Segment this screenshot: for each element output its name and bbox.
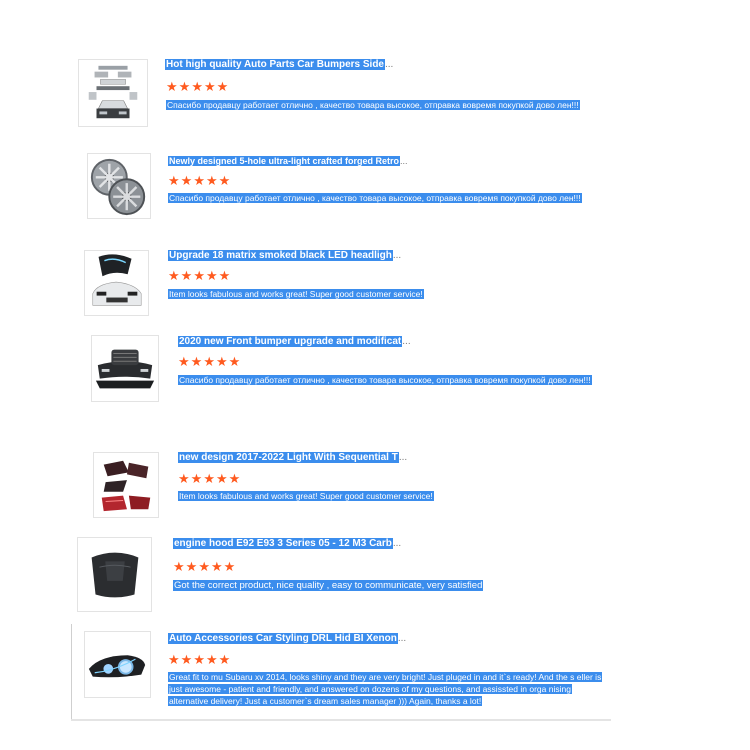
product-title[interactable] <box>178 336 410 348</box>
star-icon: ★ <box>180 652 193 667</box>
star-icon: ★ <box>203 79 216 94</box>
star-icon: ★ <box>218 652 231 667</box>
title-ellipsis: ... <box>392 538 402 549</box>
star-icon: ★ <box>203 471 215 486</box>
star-icon: ★ <box>210 559 223 574</box>
review-text <box>173 580 593 592</box>
star-icon: ★ <box>218 173 231 188</box>
product-title[interactable] <box>165 59 395 71</box>
product-title-text[interactable]: new design 2017-2022 Light With Sequential T <box>179 452 398 463</box>
product-title[interactable] <box>168 250 402 262</box>
star-icon: ★ <box>173 559 185 574</box>
star-icon: ★ <box>178 471 190 486</box>
star-icon: ★ <box>185 559 198 574</box>
product-title-text[interactable]: Upgrade 18 matrix smoked black LED headligh <box>169 250 392 261</box>
review-text-content: Item looks fabulous and works great! Super good customer service! <box>179 491 433 501</box>
star-icon: ★ <box>166 79 178 94</box>
star-icon: ★ <box>205 268 218 283</box>
star-icon: ★ <box>193 173 205 188</box>
star-icon: ★ <box>218 268 231 283</box>
product-title[interactable] <box>178 452 408 464</box>
product-title-text[interactable]: engine hood E92 E93 3 Series 05 - 12 M3 Carb <box>174 538 392 549</box>
star-icon: ★ <box>168 268 180 283</box>
star-icon: ★ <box>178 79 191 94</box>
review-text-content: Great fit to mu Subaru xv 2014, looks shiny and they are very bright! Just pluged in and it`s ready! And the s eller is just awesome - patient and friendly, and answered on dozens of my questions, and assissted in orga nising alternative delivery! Just a customer`s dream sales manager ))) Again, thanks a lot! <box>169 672 602 706</box>
title-ellipsis: ... <box>397 633 407 644</box>
star-icon: ★ <box>180 268 193 283</box>
star-icon: ★ <box>191 79 203 94</box>
star-icon: ★ <box>228 471 241 486</box>
review-text-content: Спасибо продавцу работает отлично , качество товара высокое, отправка вовремя покупкой дово лен!!! <box>179 375 591 385</box>
tail-lights-image[interactable] <box>93 452 159 518</box>
star-icon: ★ <box>223 559 236 574</box>
product-title-text[interactable]: 2020 new Front bumper upgrade and modificat <box>179 336 402 347</box>
star-icon: ★ <box>205 173 218 188</box>
rating-stars <box>178 472 240 485</box>
star-icon: ★ <box>168 173 180 188</box>
product-title-text[interactable]: Newly designed 5-hole ultra-light crafted forged Retro <box>169 156 400 166</box>
title-ellipsis: ... <box>400 156 408 166</box>
star-icon: ★ <box>178 354 190 369</box>
star-icon: ★ <box>198 559 210 574</box>
product-title[interactable] <box>173 538 425 550</box>
led-headlight-image[interactable] <box>84 250 149 316</box>
title-ellipsis: ... <box>398 452 408 463</box>
review-text-content: Got the correct product, nice quality , easy to communicate, very satisfied <box>174 580 483 591</box>
review-text <box>168 671 604 707</box>
star-icon: ★ <box>190 354 203 369</box>
front-bumper-image[interactable] <box>91 335 159 402</box>
rating-stars <box>168 269 230 282</box>
star-icon: ★ <box>180 173 193 188</box>
review-text <box>178 374 628 386</box>
xenon-headlight-image[interactable] <box>84 631 151 698</box>
review-text <box>166 99 618 111</box>
star-icon: ★ <box>205 652 218 667</box>
forged-wheels-image[interactable] <box>87 153 151 219</box>
engine-hood-image[interactable] <box>77 537 152 612</box>
star-icon: ★ <box>215 354 228 369</box>
title-ellipsis: ... <box>392 250 402 261</box>
rating-stars <box>173 560 235 573</box>
review-text-content: Item looks fabulous and works great! Super good customer service! <box>169 289 423 299</box>
star-icon: ★ <box>228 354 241 369</box>
star-icon: ★ <box>168 652 180 667</box>
title-ellipsis: ... <box>385 59 394 70</box>
star-icon: ★ <box>193 652 205 667</box>
rating-stars <box>166 80 228 93</box>
star-icon: ★ <box>193 268 205 283</box>
frame-bottom-border <box>71 719 611 721</box>
car-bumpers-kit-image[interactable] <box>78 59 148 127</box>
rating-stars <box>168 174 230 187</box>
review-text <box>168 288 588 300</box>
star-icon: ★ <box>203 354 215 369</box>
review-text-content: Спасибо продавцу работает отлично , качество товара высокое, отправка вовремя покупкой дово лен!!! <box>169 193 581 203</box>
product-title-text[interactable]: Hot high quality Auto Parts Car Bumpers Side <box>166 59 384 70</box>
rating-stars <box>178 355 240 368</box>
product-title[interactable] <box>168 633 407 645</box>
star-icon: ★ <box>216 79 229 94</box>
title-ellipsis: ... <box>402 336 411 347</box>
review-text-content: Спасибо продавцу работает отлично , качество товара высокое, отправка вовремя покупкой дово лен!!! <box>167 100 579 110</box>
star-icon: ★ <box>190 471 203 486</box>
star-icon: ★ <box>215 471 228 486</box>
rating-stars <box>168 653 230 666</box>
product-title-text[interactable]: Auto Accessories Car Styling DRL Hid BI Xenon <box>169 633 397 644</box>
product-title[interactable] <box>168 155 408 167</box>
review-text <box>178 490 598 502</box>
frame-left-border <box>71 624 72 720</box>
review-text <box>168 192 588 204</box>
